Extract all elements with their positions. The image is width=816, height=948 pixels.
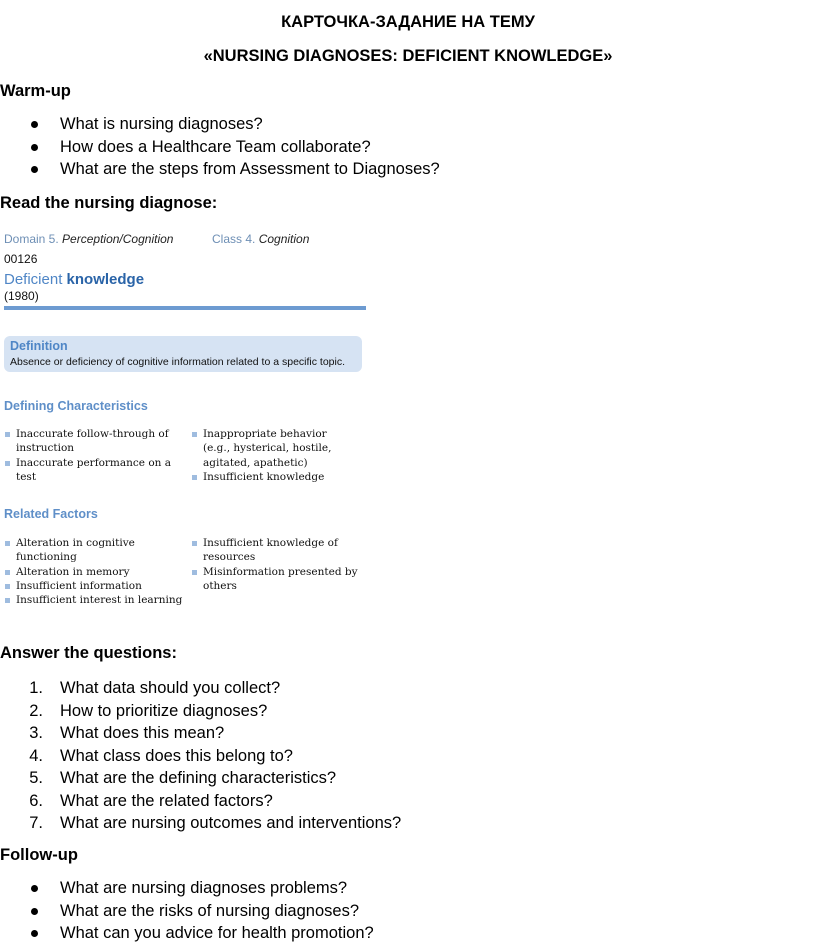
diagnosis-name: Deficient knowledge	[4, 271, 145, 288]
diagnosis-card	[0, 226, 370, 616]
answer-list	[0, 677, 401, 835]
list-item: Misinformation presented by others	[191, 565, 361, 594]
list-item: 2. How to prioritize diagnoses?	[29, 701, 268, 720]
warmup-list	[0, 113, 440, 181]
bullet-icon	[31, 144, 38, 151]
defining-list-left	[4, 427, 178, 484]
divider	[4, 306, 366, 310]
class-info: Class 4. Cognition	[212, 232, 310, 246]
list-item: 6. What are the related factors?	[29, 791, 273, 810]
bullet-icon	[31, 166, 38, 173]
defining-list-right	[191, 427, 341, 484]
list-item: Insufficient knowledge of resources	[191, 536, 361, 565]
bullet-icon	[31, 121, 38, 128]
list-item: What is nursing diagnoses?	[0, 113, 440, 136]
followup-heading: Follow-up	[0, 846, 78, 864]
list-item: 3. What does this mean?	[29, 724, 225, 742]
list-item: How does a Healthcare Team collaborate?	[0, 136, 440, 159]
list-item: Alteration in memory	[4, 565, 184, 579]
definition-label: Definition	[10, 339, 68, 353]
page-title: КАРТОЧКА-ЗАДАНИЕ НА ТЕМУ	[281, 13, 535, 31]
list-item: Inaccurate performance on a test	[4, 456, 178, 485]
list-item: Insufficient interest in learning	[4, 593, 184, 607]
diagnosis-code: 00126	[4, 252, 38, 266]
related-list-left	[4, 536, 184, 607]
list-item: Insufficient knowledge	[191, 470, 341, 484]
followup-list	[0, 877, 374, 945]
list-item: 7. What are nursing outcomes and interventions?	[29, 814, 402, 832]
page-subtitle: «NURSING DIAGNOSES: DEFICIENT KNOWLEDGE»	[203, 47, 613, 65]
list-item: 4. What class does this belong to?	[29, 746, 293, 765]
bullet-icon	[31, 908, 38, 915]
warmup-heading: Warm-up	[0, 82, 71, 100]
list-item: What are nursing diagnoses problems?	[0, 877, 374, 900]
list-item: Inappropriate behavior (e.g., hysterical, hostile, agitated, apathetic)	[191, 427, 341, 470]
definition-text: Absence or deficiency of cognitive information related to a specific topic.	[10, 356, 346, 368]
list-item: 1. What data should you collect?	[29, 679, 281, 697]
definition-box	[4, 336, 362, 372]
list-item: Alteration in cognitive functioning	[4, 536, 184, 565]
domain-info: Domain 5. Perception/Cognition	[4, 232, 174, 246]
related-list-right	[191, 536, 361, 593]
list-item: What are the steps from Assessment to Diagnoses?	[0, 158, 440, 181]
list-item: What can you advice for health promotion?	[0, 922, 374, 945]
read-heading: Read the nursing diagnose:	[0, 194, 218, 212]
list-item: Insufficient information	[4, 579, 184, 593]
bullet-icon	[31, 930, 38, 937]
answer-heading: Answer the questions:	[0, 644, 177, 662]
list-item: 5. What are the defining characteristics?	[29, 769, 337, 787]
defining-heading: Defining Characteristics	[4, 399, 148, 413]
diagnosis-year: (1980)	[4, 289, 39, 303]
list-item: Inaccurate follow-through of instruction	[4, 427, 178, 456]
list-item: What are the risks of nursing diagnoses?	[0, 900, 374, 923]
related-heading: Related Factors	[4, 507, 98, 521]
bullet-icon	[31, 885, 38, 892]
